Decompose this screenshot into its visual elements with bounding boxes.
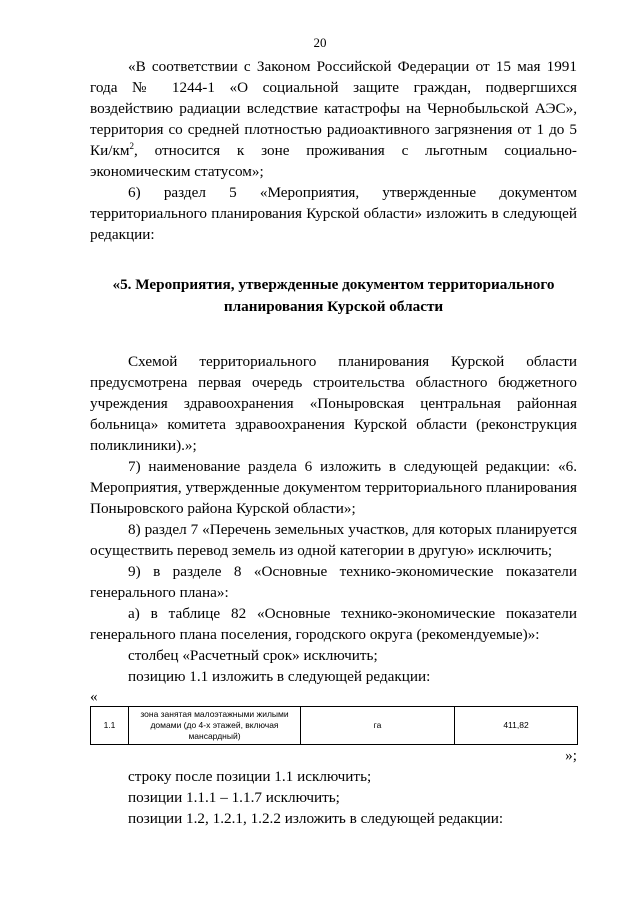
paragraph-scheme: Схемой территориального планирования Курской области предусмотрена первая очередь строительства областного бюджетного учреждения здравоохранения «Поныровская центральная районная больница» комитета здравоохранения Курской области (реконструкция поликлиники).»;	[90, 353, 577, 454]
paragraph-item-a: а) в таблице 82 «Основные технико-экономические показатели генерального плана поселения, городского округа (рекомендуемые)»:	[90, 605, 577, 643]
section-heading: «5. Мероприятия, утвержденные документом территориального планирования Курской области	[112, 276, 555, 315]
paragraph-position-1-1: позицию 1.1 изложить в следующей редакции:	[128, 668, 431, 685]
page-number: 20	[313, 35, 327, 50]
paragraph-item-8: 8) раздел 7 «Перечень земельных участков, для которых планируется осуществить перевод земель из одной категории в другую» исключить;	[90, 521, 577, 559]
document-body	[90, 56, 577, 829]
cell-number: 1.1	[91, 707, 129, 745]
closing-quote: »;	[565, 747, 577, 764]
table-row	[91, 707, 578, 745]
opening-quote: «	[90, 688, 98, 705]
paragraph-item-6: 6) раздел 5 «Мероприятия, утвержденные документом территориального планирования Курской области» изложить в следующей редакции:	[90, 184, 577, 243]
paragraph-positions-restate: позиции 1.2, 1.2.1, 1.2.2 изложить в следующей редакции:	[128, 810, 504, 827]
paragraph-column-exclude: столбец «Расчетный срок» исключить;	[128, 647, 378, 664]
paragraph-law-quote: «В соответствии с Законом Российской Федерации от 15 мая 1991 года № 1244-1 «О социальной защите граждан, подвергшихся воздействию радиации вследствие катастрофы на Чернобыльской АЭС», территория со средней плотностью радиоактивного загрязнения от 1 до 5 $Ки/км^2$, относится к зоне проживания с льготным социально-экономическим статусом»;	[90, 58, 577, 180]
cell-unit: га	[301, 707, 455, 745]
indicator-table	[90, 706, 577, 745]
paragraph-positions-exclude: позиции 1.1.1 – 1.1.7 исключить;	[128, 789, 340, 806]
superscript: 2	[129, 140, 134, 151]
paragraph-row-exclude: строку после позиции 1.1 исключить;	[128, 768, 372, 785]
cell-name: зона занятая малоэтажными жилыми домами (до 4-х этажей, включая мансардный)	[129, 707, 301, 745]
paragraph-item-9: 9) в разделе 8 «Основные технико-экономические показатели генерального плана»:	[90, 563, 577, 601]
paragraph-item-7: 7) наименование раздела 6 изложить в следующей редакции: «6. Мероприятия, утвержденные документом территориального планирования Поныровского района Курской области»;	[90, 458, 577, 517]
cell-value: 411,82	[455, 707, 578, 745]
